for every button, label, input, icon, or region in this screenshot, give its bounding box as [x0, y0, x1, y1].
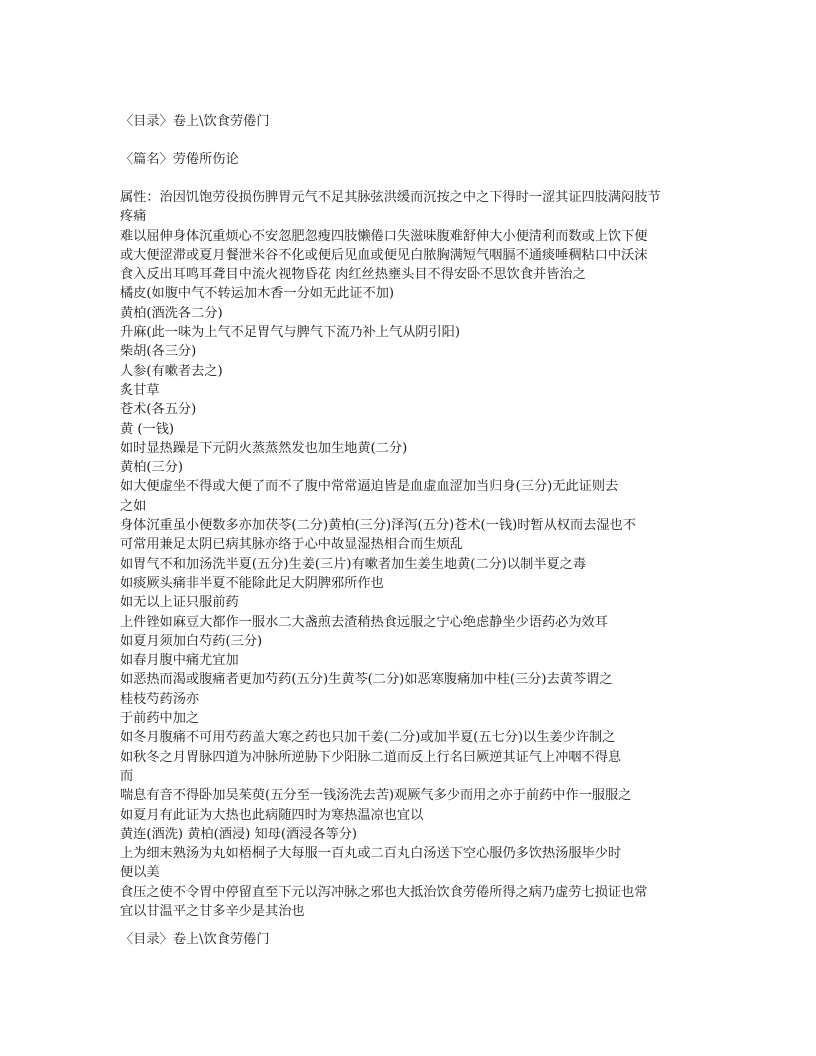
- text-line: 或大便涩滞或夏月餐泄米谷不化或便后见血或便见白脓胸满短气咽膈不通痰唾稠粘口中沃沫: [120, 247, 648, 263]
- text-line: 黄连(酒洗) 黄柏(酒浸) 知母(酒浸各等分): [120, 826, 358, 842]
- document-page: [120, 112, 690, 921]
- directory-heading: 〈目录〉卷上\饮食劳倦门: [120, 114, 270, 129]
- text-line: 属性：治因饥饱劳役损伤脾胃元气不足其脉弦洪缓而沉按之中之下得时一涩其证四肢满闷肢节: [120, 190, 661, 205]
- text-line: 上件锉如麻豆大都作一服水二大盏煎去渣稍热食远服之宁心绝虑静坐少语药必为效耳: [120, 614, 608, 630]
- text-line: 于前药中加之: [120, 711, 200, 727]
- text-line: 柴胡(各三分): [120, 344, 197, 360]
- text-line: 如胃气不和加汤洗半夏(五分)生姜(三片)有嗽者加生姜生地黄(二分)以制半夏之毒: [120, 556, 587, 572]
- text-line: 如春月腹中痛尤宜加: [120, 653, 239, 669]
- text-line: 身体沉重虽小便数多亦加茯苓(二分)黄柏(三分)泽泻(五分)苍术(一钱)时暂从权而去湿也不: [120, 518, 636, 534]
- text-line: 如冬月腹痛不可用芍药盖大寒之药也只加干姜(二分)或加半夏(五七分)以生姜少许制之: [120, 730, 616, 746]
- footer-directory-heading: 〈目录〉卷上\饮食劳倦门: [120, 932, 270, 947]
- text-line: 如夏月须加白芍药(三分): [120, 633, 263, 649]
- text-line: 桂枝芍药汤亦: [120, 691, 200, 707]
- text-line: 如大便虚坐不得或大便了而不了腹中常常逼迫皆是血虚血涩加当归身(三分)无此证则去: [120, 479, 619, 495]
- text-line: 如时显热躁是下元阴火蒸蒸然发也加生地黄(二分): [120, 440, 408, 456]
- text-line: 炙甘草: [120, 382, 160, 398]
- text-line: 苍术(各五分): [120, 402, 197, 418]
- text-line: 如无以上证只服前药: [120, 595, 239, 611]
- chapter-title: 〈篇名〉劳倦所伤论: [120, 152, 239, 167]
- text-line: 便以美: [120, 865, 160, 881]
- text-line: 如秋冬之月胃脉四道为冲脉所逆胁下少阳脉二道而反上行名曰厥逆其证气上冲咽不得息: [120, 749, 622, 765]
- text-line: 上为细末熟汤为丸如梧桐子大每服一百丸或二百丸白汤送下空心服仍多饮热汤服毕少时: [120, 846, 622, 862]
- text-line: 宜以甘温平之甘多辛少是其治也: [120, 903, 305, 919]
- text-line: 黄柏(三分): [120, 460, 184, 476]
- text-line: 黄柏(酒洗各二分): [120, 305, 223, 321]
- text-line: 难以屈伸身体沉重烦心不安忽肥忽瘦四肢懒倦口失滋味腹难舒伸大小便清利而数或上饮下便: [120, 228, 648, 244]
- text-line: 如痰厥头痛非半夏不能除此足大阴脾邪所作也: [120, 575, 384, 591]
- text-line: 人参(有嗽者去之): [120, 363, 223, 379]
- text-line: 而: [120, 768, 134, 784]
- text-line: 黄 (一钱): [120, 421, 175, 437]
- text-line: 食入反出耳鸣耳聋目中流火视物昏花 肉红丝热壅头目不得安卧不思饮食并皆治之: [120, 267, 586, 283]
- text-line: 之如: [120, 498, 147, 514]
- text-line: 升麻(此一味为上气不足胃气与脾气下流乃补上气从阴引阳): [120, 325, 460, 341]
- text-line: 疼痛: [120, 209, 147, 225]
- text-line: 可常用兼足太阴已病其脉亦络于心中故显湿热相合而生烦乱: [120, 537, 463, 553]
- text-line: 如恶热而渴或腹痛者更加芍药(五分)生黄芩(二分)如恶寒腹痛加中桂(三分)去黄芩谓之: [120, 672, 613, 688]
- body-text: [120, 188, 690, 921]
- text-line: 橘皮(如腹中气不转运加木香一分如无此证不加): [120, 286, 395, 302]
- text-line: 食压之使不令胃中停留直至下元以泻冲脉之邪也大抵治饮食劳倦所得之病乃虚劳七损证也常: [120, 884, 648, 900]
- text-line: 喘息有音不得卧加吴茱萸(五分至一钱汤洗去苦)观厥气多少而用之亦于前药中作一服服之: [120, 788, 632, 804]
- text-line: 如夏月有此证为大热也此病随四时为寒热温凉也宜以: [120, 807, 424, 823]
